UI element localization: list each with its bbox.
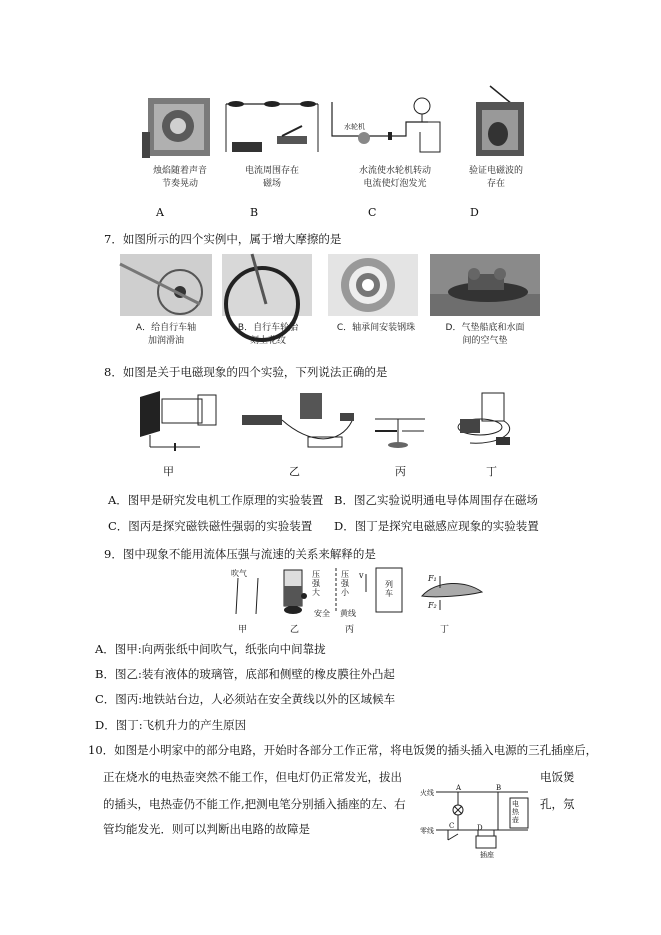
caption-line: 电流使灯泡发光 [363, 179, 427, 189]
q7-caption-d [430, 322, 540, 348]
q6-figure-c [328, 92, 458, 162]
current-magnet-apparatus [222, 92, 322, 162]
q7-caption-a [118, 322, 214, 348]
circuit-live-wire: 火线 [420, 789, 434, 797]
q7-caption-c [326, 322, 426, 335]
figure-ding-motor [458, 393, 510, 445]
q10-line-2-end: 电饭煲 [540, 770, 575, 784]
circuit-point-a: A [456, 784, 462, 792]
q9-label-ding: 丁 [440, 625, 450, 635]
q9-yellow-line: 黄线 [340, 609, 356, 618]
caption-line: 水流使水轮机转动 [358, 166, 431, 176]
q6-letter-b: B [250, 206, 259, 219]
figure-paper-blowing [236, 578, 258, 614]
q6-figure-a [140, 92, 220, 162]
q9-label-yi: 乙 [290, 625, 300, 635]
figure-glass-tube [284, 570, 307, 614]
q8-label-ding: 丁 [486, 465, 497, 478]
caption-line: 电流周围存在 [244, 166, 299, 176]
q9-label-jia: 甲 [238, 625, 248, 635]
q7-image-d [430, 254, 540, 316]
q9-figures [226, 566, 486, 622]
q9-f1: F₁ [428, 574, 437, 583]
caption-line: 验证电磁波的 [468, 166, 523, 176]
q9-pressure-small: 压强小 [341, 570, 349, 597]
radio-phone-image [470, 84, 530, 160]
q9-option-c: C．图丙:地铁站台边，人必须站在安全黄线以外的区域候车 [95, 692, 396, 706]
q6-caption-a [130, 165, 230, 191]
caption-line: C．轴承间安装钢珠 [336, 323, 416, 333]
q9-safe: 安全 [314, 609, 330, 618]
q7-stem: 7．如图所示的四个实例中，属于增大摩擦的是 [104, 232, 342, 246]
caption-line: 磁场 [262, 179, 281, 189]
q8-option-b: B．图乙实验说明通电导体周围存在磁场 [334, 493, 538, 507]
q10-line-3: 的插头，电热壶仍不能工作,把测电笔分别插入插座的左、右 [103, 797, 406, 811]
q6-caption-c [335, 165, 455, 191]
caption-line: 存在 [486, 179, 505, 189]
q8-label-yi: 乙 [289, 465, 300, 478]
bicycle-axle-photo [120, 254, 212, 316]
caption-line: D．气垫船底和水面 [445, 323, 525, 333]
q9-option-a: A．图甲:向两张纸中间吹气，纸张向中间靠拢 [95, 642, 326, 656]
caption-line: 节奏晃动 [161, 179, 198, 189]
q10-line-3-end: 孔，氖 [540, 797, 575, 811]
q6-figure-d [470, 84, 530, 160]
q7-image-c [328, 254, 418, 316]
circuit-socket: 插座 [480, 851, 494, 859]
q10-line-2: 正在烧水的电热壶突然不能工作，但电灯仍正常发光，拔出 [103, 770, 402, 784]
q8-stem: 8．如图是关于电磁现象的四个实验，下列说法正确的是 [104, 365, 388, 379]
caption-line: 加润滑油 [147, 336, 184, 346]
q9-option-b: B．图乙:装有液体的玻璃管，底部和侧壁的橡皮膜往外凸起 [95, 667, 395, 681]
circuit-kettle: 电热壶 [512, 800, 519, 824]
q7-image-a [120, 254, 212, 316]
q9-train: 列车 [385, 580, 393, 598]
q6-figure-b [222, 92, 322, 162]
caption-line: A．给自行车轴 [135, 323, 197, 333]
q10-circuit-diagram [418, 784, 538, 860]
q9-option-d: D．图丁:飞机升力的产生原因 [95, 718, 247, 732]
figure-jia-motor [140, 391, 216, 451]
caption-line: B．自行车轮胎 [237, 323, 299, 333]
q10-line-1: 10．如图是小明家中的部分电路，开始时各部分工作正常，将电饭煲的插头插入电源的三孔插座后， [88, 743, 598, 757]
caption-line: 烛焰随着声音 [152, 166, 207, 176]
q6-letter-a: A [156, 206, 164, 219]
q6-letter-d: D [470, 206, 479, 219]
q9-blow-text: 吹气 [231, 569, 247, 578]
circuit-neutral-wire: 零线 [420, 827, 434, 835]
q9-pressure-big: 压强大 [312, 570, 320, 597]
q9-velocity: v [359, 571, 364, 580]
q8-label-jia: 甲 [163, 465, 174, 478]
q8-option-a: A．图甲是研究发电机工作原理的实验装置 [108, 493, 324, 507]
bicycle-tire-photo [222, 254, 312, 316]
q7-image-b [222, 254, 312, 316]
q10-line-4: 管均能发光．则可以判断出电路的故障是 [103, 822, 310, 836]
circuit-point-b: B [496, 784, 502, 792]
q8-option-d: D．图丁是探究电磁感应现象的实验装置 [334, 519, 539, 533]
bearing-photo [328, 254, 418, 316]
circuit-point-d: D [477, 824, 483, 832]
speaker-candle-image [140, 92, 220, 162]
turbine-label: 水轮机 [344, 123, 365, 131]
figure-yi-induction [242, 393, 354, 447]
q7-caption-b [220, 322, 316, 348]
q9-stem: 9．图中现象不能用流体压强与流速的关系来解释的是 [104, 547, 376, 561]
caption-line: 间的空气垫 [462, 336, 508, 346]
q8-figures [120, 385, 560, 460]
q8-option-c: C．图丙是探究磁铁磁性强弱的实验装置 [108, 519, 313, 533]
figure-bing-compass [375, 419, 425, 448]
q6-caption-d [446, 165, 546, 191]
q9-f2: F₂ [428, 601, 437, 610]
circuit-point-c: C [449, 822, 455, 830]
q6-caption-b [222, 165, 322, 191]
q8-label-bing: 丙 [395, 465, 406, 478]
hovercraft-photo [430, 254, 540, 316]
caption-line: 刻上花纹 [249, 336, 286, 346]
q6-letter-c: C [368, 206, 377, 219]
q9-label-bing: 丙 [345, 625, 355, 635]
